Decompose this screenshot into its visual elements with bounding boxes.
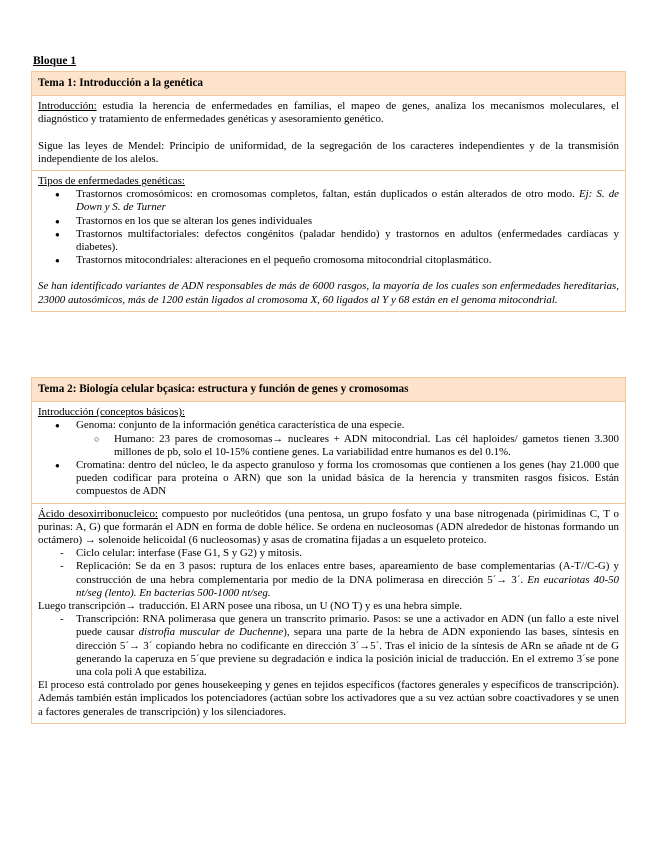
tema1-tipos-label: Tipos de enfermedades genéticas:: [38, 175, 185, 188]
tema2-intro-cell: [32, 402, 625, 502]
list-item: ● Trastornos cromosómicos: en cromosomas completos, faltan, están duplicados o están alterados de otro modo. Ej: S. de Down y S. de Turner: [38, 188, 619, 214]
tema1-title: Tema 1: Introducción a la genética: [32, 72, 625, 96]
list-item-humano: ○ Humano: 23 pares de cromosomas→ nucleares + ADN mitocondrial. Las cél haploides/ gametos tienen 3.300 millones de pb, solo el 10-15% contiene genes. La variabilidad entre humanos es del 0.1%.: [38, 433, 619, 459]
tema2-adn-cell: [32, 503, 625, 723]
tema1-section: [31, 71, 626, 312]
tema1-tipos-cell: [32, 170, 625, 311]
list-item-ciclo: - Ciclo celular: interfase (Fase G1, S y G2) y mitosis.: [38, 547, 619, 560]
tema1-note: Se han identificado variantes de ADN responsables de más de 6000 rasgos, la mayoría de los cuales son enfermedades hereditarias, 23000 autosómicos, más de 1200 están ligados al cromosoma X, 60 ligados al Y y 68 están en el genoma mitocondrial.: [38, 280, 619, 306]
list-item: ● Trastornos mitocondriales: alteraciones en el pequeño cromosoma mitocondrial citoplasmático.: [38, 254, 619, 267]
tema2-adn-label: Ácido desoxirribonucleico:: [38, 507, 158, 520]
tema1-intro: [38, 100, 619, 126]
tema1-intro-cell: [32, 96, 625, 170]
tema1-intro-label: Introducción:: [38, 100, 97, 113]
tema2-adn: Ácido desoxirribonucleico: compuesto por nucleótidos (una pentosa, un grupo fosfato y una base nitrogenada (pirimidinas C, T o purinas: A, G) que formarán el ADN en forma de doble hélice. Se ordena en nucleosomas (ADN alrededor de histonas formando un octámero) → solenoide helicoidal (6 nucleosomas) y asas de cromatina fijadas a un esqueleto proteico.: [38, 507, 619, 547]
list-item: ● Trastornos en los que se alteran los genes individuales: [38, 215, 619, 228]
list-item: ● Trastornos multifactoriales: defectos congénitos (paladar hendido) y trastornos en adultos (enfermedades cardiacas y diabetes).: [38, 228, 619, 254]
tema2-section: [31, 377, 626, 724]
list-item-genoma: ● Genoma: conjunto de la información genética característica de una especie.: [38, 419, 619, 432]
tema2-intro-label: Introducción (conceptos básicos):: [38, 406, 185, 419]
tema1-mendel: Sigue las leyes de Mendel: Principio de uniformidad, de la segregación de los caracteres independientes y de la transmisión independiente de los alelos.: [38, 139, 619, 165]
block-heading: Bloque 1: [33, 55, 77, 67]
tema2-title: Tema 2: Biología celular bçasica: estructura y función de genes y cromosomas: [32, 378, 625, 402]
list-item-replicacion: - Replicación: Se da en 3 pasos: ruptura de los enlaces entre bases, apareamiento de base complementarias (A-T//C-G) y construcción de una hebra complementaria por medio de la DNA polimerasa en dirección 5´→ 3´. En eucariotas 40-50 nt/seg (lento). En bacterias 500-1000 nt/seg.: [38, 560, 619, 600]
tema1-intro-text: estudia la herencia de enfermedades en familias, el mapeo de genes, analiza los mecanismos moleculares, el diagnóstico y tratamiento de enfermedades genéticas y asesoramiento genético.: [38, 100, 619, 126]
tema2-transcripcion-list: [38, 613, 619, 679]
list-item-transcripcion: - Transcripción: RNA polimerasa que genera un transcrito primario. Pasos: se une a activador en ADN (un fallo a este nivel puede causar distrofia muscular de Duchenne), separa una parte de la hebra de ADN exponiendo las bases, síntesis en dirección 5´→ 3´ copiando hebra no codificante en dirección 3´→5´. Tras el inicio de la síntesis de ARn se añade nt de G generando la caperuza en 5´que previene su degradación e indica la posición inicial de traducción. En el extremo 3´se pone una cola poli A que estabiliza.: [38, 613, 619, 679]
tema2-proceso: El proceso está controlado por genes housekeeping y genes en tejidos específicos (factores generales y específicos de transcripción). Además también están implicados los potenciadores (actúan sobre los activadores que a su vez actúan sobre coactivadores y se unen a factores generales de transcripción) y los silenciadores.: [38, 679, 619, 718]
tema1-tipos-list: [38, 188, 619, 267]
tema2-adn-list: [38, 547, 619, 600]
tema2-intro-list: [38, 419, 619, 498]
list-item-cromatina: ● Cromatina: dentro del núcleo, le da aspecto granuloso y forma los cromosomas que contienen a los genes (hay 21.000 que pueden codificar para proteína o ARN) que son la unidad básica de la herencia y transmiten rasgos físicos. Están compuestos de ADN: [38, 459, 619, 499]
tema2-luego: Luego transcripción→ traducción. El ARN posee una ribosa, un U (NO T) y es una hebra simple.: [38, 600, 463, 613]
